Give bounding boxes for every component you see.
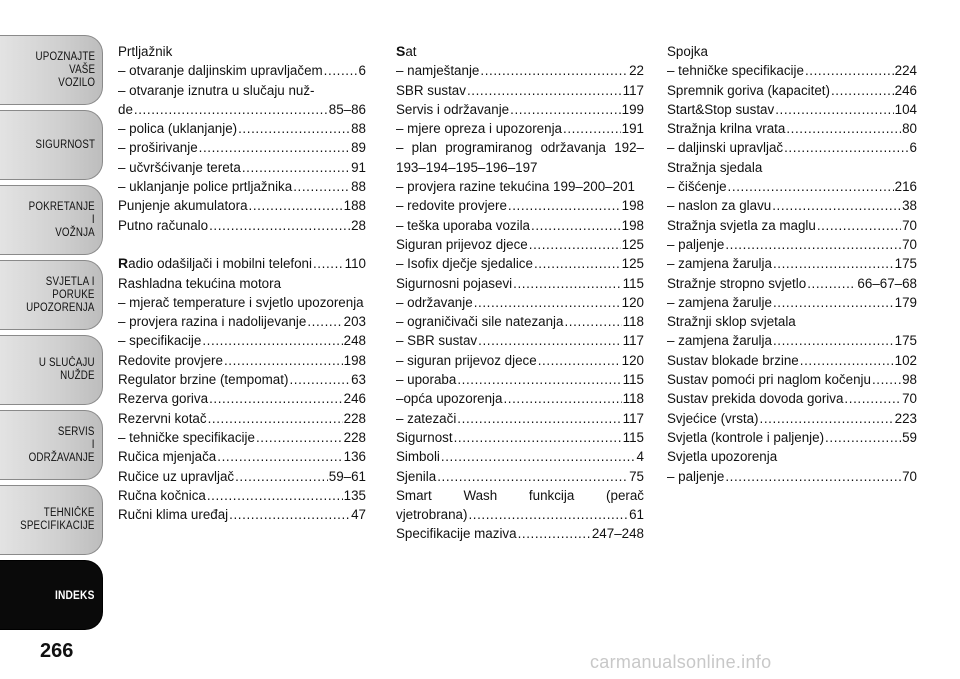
index-entry: Stražnje stropno svjetlo ..... 66–67–68 — [667, 274, 917, 293]
index-entry: – namještanje ..... 22 — [396, 61, 644, 80]
tab-pokretanje-i-voznja[interactable] — [0, 185, 103, 255]
index-entry: Sigurnost ..... 115 — [396, 428, 644, 447]
index-entry: – plan programiranog održavanja 192–193–194–195–196–197 — [396, 140, 644, 175]
tab-svjetla-i-poruke-upozorenja[interactable] — [0, 260, 103, 330]
index-entry: Sjenila ..... 75 — [396, 467, 644, 486]
index-entry: – naslon za glavu ..... 38 — [667, 196, 917, 215]
tab-label: U SLUČAJU NUŽDE — [39, 357, 95, 382]
index-entry: Regulator brzine (tempomat) ..... 63 — [118, 370, 366, 389]
index-entry: – otvaranje iznutra u slučaju nuž- — [118, 82, 315, 98]
letter-dropcap: S — [396, 43, 406, 59]
index-entry: – paljenje ..... 70 — [667, 467, 917, 486]
tab-label: UPOZNAJTE VAŠE VOZILO — [35, 50, 95, 89]
index-entry: Rezervni kotač ..... 228 — [118, 409, 366, 428]
index-entry: Ručna kočnica ..... 135 — [118, 486, 366, 505]
index-entry: – uklanjanje police prtljažnika ..... 88 — [118, 177, 366, 196]
index-entry: – otvaranje daljinskim upravljačem ..... 6 — [118, 61, 366, 80]
index-entry: – redovite provjere ..... 198 — [396, 196, 644, 215]
tab-upoznajte-vase-vozilo[interactable] — [0, 35, 103, 105]
index-entry: Punjenje akumulatora ..... 188 — [118, 196, 366, 215]
index-heading: Svjetla upozorenja — [667, 449, 778, 465]
index-entry: Simboli ..... 4 — [396, 447, 644, 466]
index-entry: Sustav prekida dovoda goriva ..... 70 — [667, 389, 917, 408]
index-heading: Rashladna tekućina motora — [118, 275, 282, 291]
index-entry: Redovite provjere ..... 198 — [118, 351, 366, 370]
index-entry: Sustav blokade brzine ..... 102 — [667, 351, 917, 370]
index-entry: Sigurnosni pojasevi ..... 115 — [396, 274, 644, 293]
watermark: carmanualsonline.info — [590, 652, 772, 672]
tab-indeks[interactable] — [0, 560, 103, 630]
index-entry: – tehničke specifikacije ..... 228 — [118, 428, 366, 447]
index-entry: Smart Wash funkcija (perač — [396, 487, 644, 503]
index-entry: – mjerač temperature i svjetlo upozorenja — [118, 294, 364, 310]
index-entry: – zamjena žarulja ..... 175 — [667, 331, 917, 350]
chapter-tabs — [0, 35, 103, 635]
index-entry: – proširivanje ..... 89 — [118, 138, 366, 157]
index-entry: – ograničivači sile natezanja ..... 118 — [396, 312, 644, 331]
letter-dropcap: R — [118, 255, 129, 272]
index-entry: – provjera razina i nadolijevanje ..... 203 — [118, 312, 366, 331]
index-entry: Start&Stop sustav ..... 104 — [667, 100, 917, 119]
index-entry: Specifikacije maziva ..... 247–248 — [396, 524, 644, 543]
index-entry: – polica (uklanjanje) ..... 88 — [118, 119, 366, 138]
index-entry: Ručni klima uređaj ..... 47 — [118, 505, 366, 524]
index-heading: Spojka — [667, 44, 708, 59]
index-entry: – uporaba ..... 115 — [396, 370, 644, 389]
index-entry: – učvršćivanje tereta ..... 91 — [118, 158, 366, 177]
index-entry: Svjećice (vrsta) ..... 223 — [667, 409, 917, 428]
index-entry: – provjera razine tekućina 199–200–201 — [396, 179, 635, 195]
index-entry: SBR sustav ..... 117 — [396, 81, 644, 100]
index-entry: Siguran prijevoz djece ..... 125 — [396, 235, 644, 254]
index-entry: Servis i održavanje ..... 199 — [396, 100, 644, 119]
index-entry: vjetrobrana) ..... 61 — [396, 505, 644, 524]
index-entry: Stražnja krilna vrata ..... 80 — [667, 119, 917, 138]
index-entry: – tehničke specifikacije ..... 224 — [667, 61, 917, 80]
index-entry: Sustav pomoći pri naglom kočenju ..... 98 — [667, 370, 917, 389]
index-entry: – paljenje ..... 70 — [667, 235, 917, 254]
tab-label: SIGURNOST — [35, 138, 95, 151]
tab-servis-i-odrzavanje[interactable] — [0, 410, 103, 480]
index-entry: Radio odašiljači i mobilni telefoni ..... 110 — [118, 254, 366, 273]
index-column-3 — [667, 42, 917, 486]
index-column-1 — [118, 42, 366, 524]
index-heading: Stražnji sklop svjetala — [667, 314, 796, 330]
index-entry: – siguran prijevoz djece ..... 120 — [396, 351, 644, 370]
tab-tehnicke-specifikacije[interactable] — [0, 485, 103, 555]
index-entry: – teška uporaba vozila ..... 198 — [396, 216, 644, 235]
tab-sigurnost[interactable] — [0, 110, 103, 180]
index-entry: – zamjena žarulja ..... 175 — [667, 254, 917, 273]
tab-label: SERVIS I ODRŽAVANJE — [29, 425, 95, 464]
index-entry: – Isofix dječje sjedalice ..... 125 — [396, 254, 644, 273]
index-heading: Sat — [396, 43, 417, 59]
tab-label: INDEKS — [55, 587, 95, 602]
index-heading: Prtljažnik — [118, 44, 173, 59]
index-column-2 — [396, 42, 644, 544]
tab-label: TEHNIČKE SPECIFIKACIJE — [20, 507, 95, 532]
index-entry: – specifikacije ..... 248 — [118, 331, 366, 350]
index-entry: Svjetla (kontrole i paljenje) ..... 59 — [667, 428, 917, 447]
tab-u-slucaju-nude[interactable] — [0, 335, 103, 405]
index-entry: Ručice uz upravljač ..... 59–61 — [118, 467, 366, 486]
index-entry: de ..... 85–86 — [118, 100, 366, 119]
index-entry: Stražnja svjetla za maglu ..... 70 — [667, 216, 917, 235]
index-entry: – daljinski upravljač ..... 6 — [667, 138, 917, 157]
index-heading: Stražnja sjedala — [667, 159, 763, 175]
index-entry: – zamjena žarulje ..... 179 — [667, 293, 917, 312]
index-entry: –opća upozorenja ..... 118 — [396, 389, 644, 408]
index-entry: – zatezači ..... 117 — [396, 409, 644, 428]
index-entry: Putno računalo ..... 28 — [118, 216, 366, 235]
page-number: 266 — [40, 640, 74, 662]
index-entry: Rezerva goriva ..... 246 — [118, 389, 366, 408]
index-entry: Ručica mjenjača ..... 136 — [118, 447, 366, 466]
tab-label: SVJETLA I PORUKE UPOZORENJA — [26, 275, 95, 314]
index-entry: – SBR sustav ..... 117 — [396, 331, 644, 350]
tab-label: POKRETANJE I VOŽNJA — [28, 200, 95, 239]
index-entry: – čišćenje ..... 216 — [667, 177, 917, 196]
index-entry: Spremnik goriva (kapacitet) ..... 246 — [667, 81, 917, 100]
index-entry: – održavanje ..... 120 — [396, 293, 644, 312]
index-entry: – mjere opreza i upozorenja ..... 191 — [396, 119, 644, 138]
